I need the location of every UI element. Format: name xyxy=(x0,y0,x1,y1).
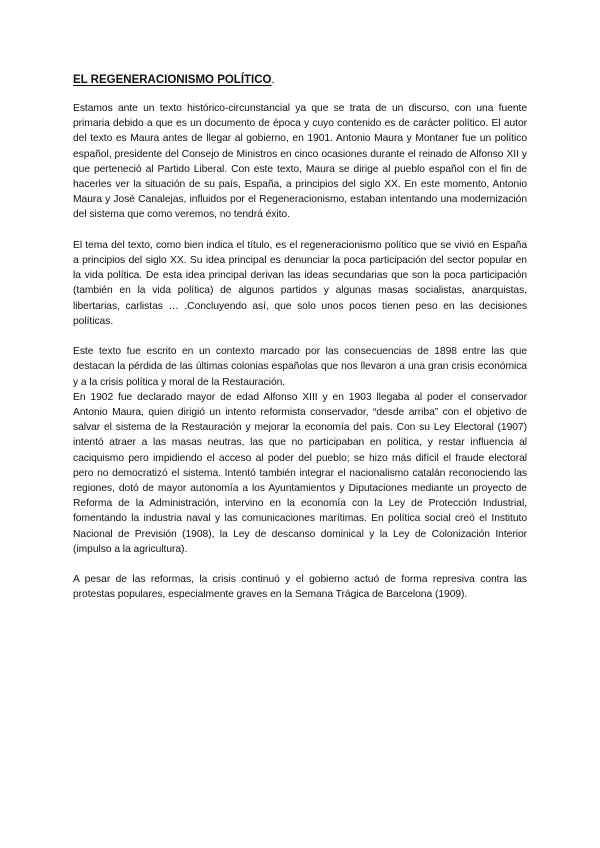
document-page xyxy=(73,72,527,603)
document-title-suffix: . xyxy=(271,74,275,86)
paragraph-theme: El tema del texto, como bien indica el título, es el regeneracionismo político que se vivió en España a principios del siglo XX. Su idea principal es denunciar la poca participación del sector popular en la vida política. De esta idea principal derivan las ideas secundarias que son la poca participación (también en la vida política) de algunos partidos y algunas masas socialistas, anarquistas, libertarias, carlistas … .Concluyendo así, que solo unos pocos tienen peso en las decisiones políticas. xyxy=(73,239,527,327)
document-title: EL REGENERACIONISMO POLÍTICO xyxy=(73,74,272,86)
paragraph-gap xyxy=(73,223,527,238)
document-title-line xyxy=(73,72,527,88)
paragraph-context: Este texto fue escrito en un contexto marcado por las consecuencias de 1898 entre las que destacan la pérdida de las últimas colonias españolas que nos llevaron a una gran crisis económica y a la crisis política y moral de la Restauración. xyxy=(73,346,527,388)
paragraph-conclusion: A pesar de las reformas, la crisis continuó y el gobierno actuó de forma represiva contra las protestas populares, especialmente graves en la Semana Trágica de Barcelona (1909). xyxy=(73,574,527,601)
paragraph-introduction: Estamos ante un texto histórico-circunstancial ya que se trata de un discurso, con una fuente primaria debido a que es un documento de época y cuyo contenido es de carácter político. El autor del texto es Maura antes de llegar al gobierno, en 1901. Antonio Maura y Montaner fue un político español, presidente del Consejo de Ministros en cinco ocasiones durante el reinado de Alfonso XII y que perteneció al Partido Liberal. Con este texto, Maura se dirige al pueblo español con el fin de hacerles ver la situación de su país, España, a principios del siglo XX. En este momento, Antonio Maura y José Canalejas, influidos por el Regeneracionismo, estaban intentando una modernización del sistema que como veremos, no tendrá éxito. xyxy=(73,103,527,221)
paragraph-gap xyxy=(73,557,527,572)
paragraph-gap xyxy=(73,329,527,344)
paragraph-maura-reforms: En 1902 fue declarado mayor de edad Alfonso XIII y en 1903 llegaba al poder el conservador Antonio Maura, quien dirigió un intento reformista conservador, “desde arriba” con el objetivo de salvar el sistema de la Restauración y mejorar la economía del país. Con su Ley Electoral (1907) intentó atraer a las masas neutras, las que no participaban en política, y restar influencia al caciquismo pero impidiendo el acceso al poder del pueblo; se hizo más difícil el fraude electoral pero no democratizó el sistema. Intentó también integrar el nacionalismo catalán reconociendo las regiones, dotó de mayor autonomía a los Ayuntamientos y Diputaciones mediante un proyecto de Reforma de la Administración, intervino en la economía con la Ley de Protección Industrial, fomentando la industria naval y las comunicaciones marítimas. En política social creó el Instituto Nacional de Previsión (1908), la Ley de descanso dominical y la Ley de Colonización Interior (impulso a la agricultura). xyxy=(73,391,527,555)
